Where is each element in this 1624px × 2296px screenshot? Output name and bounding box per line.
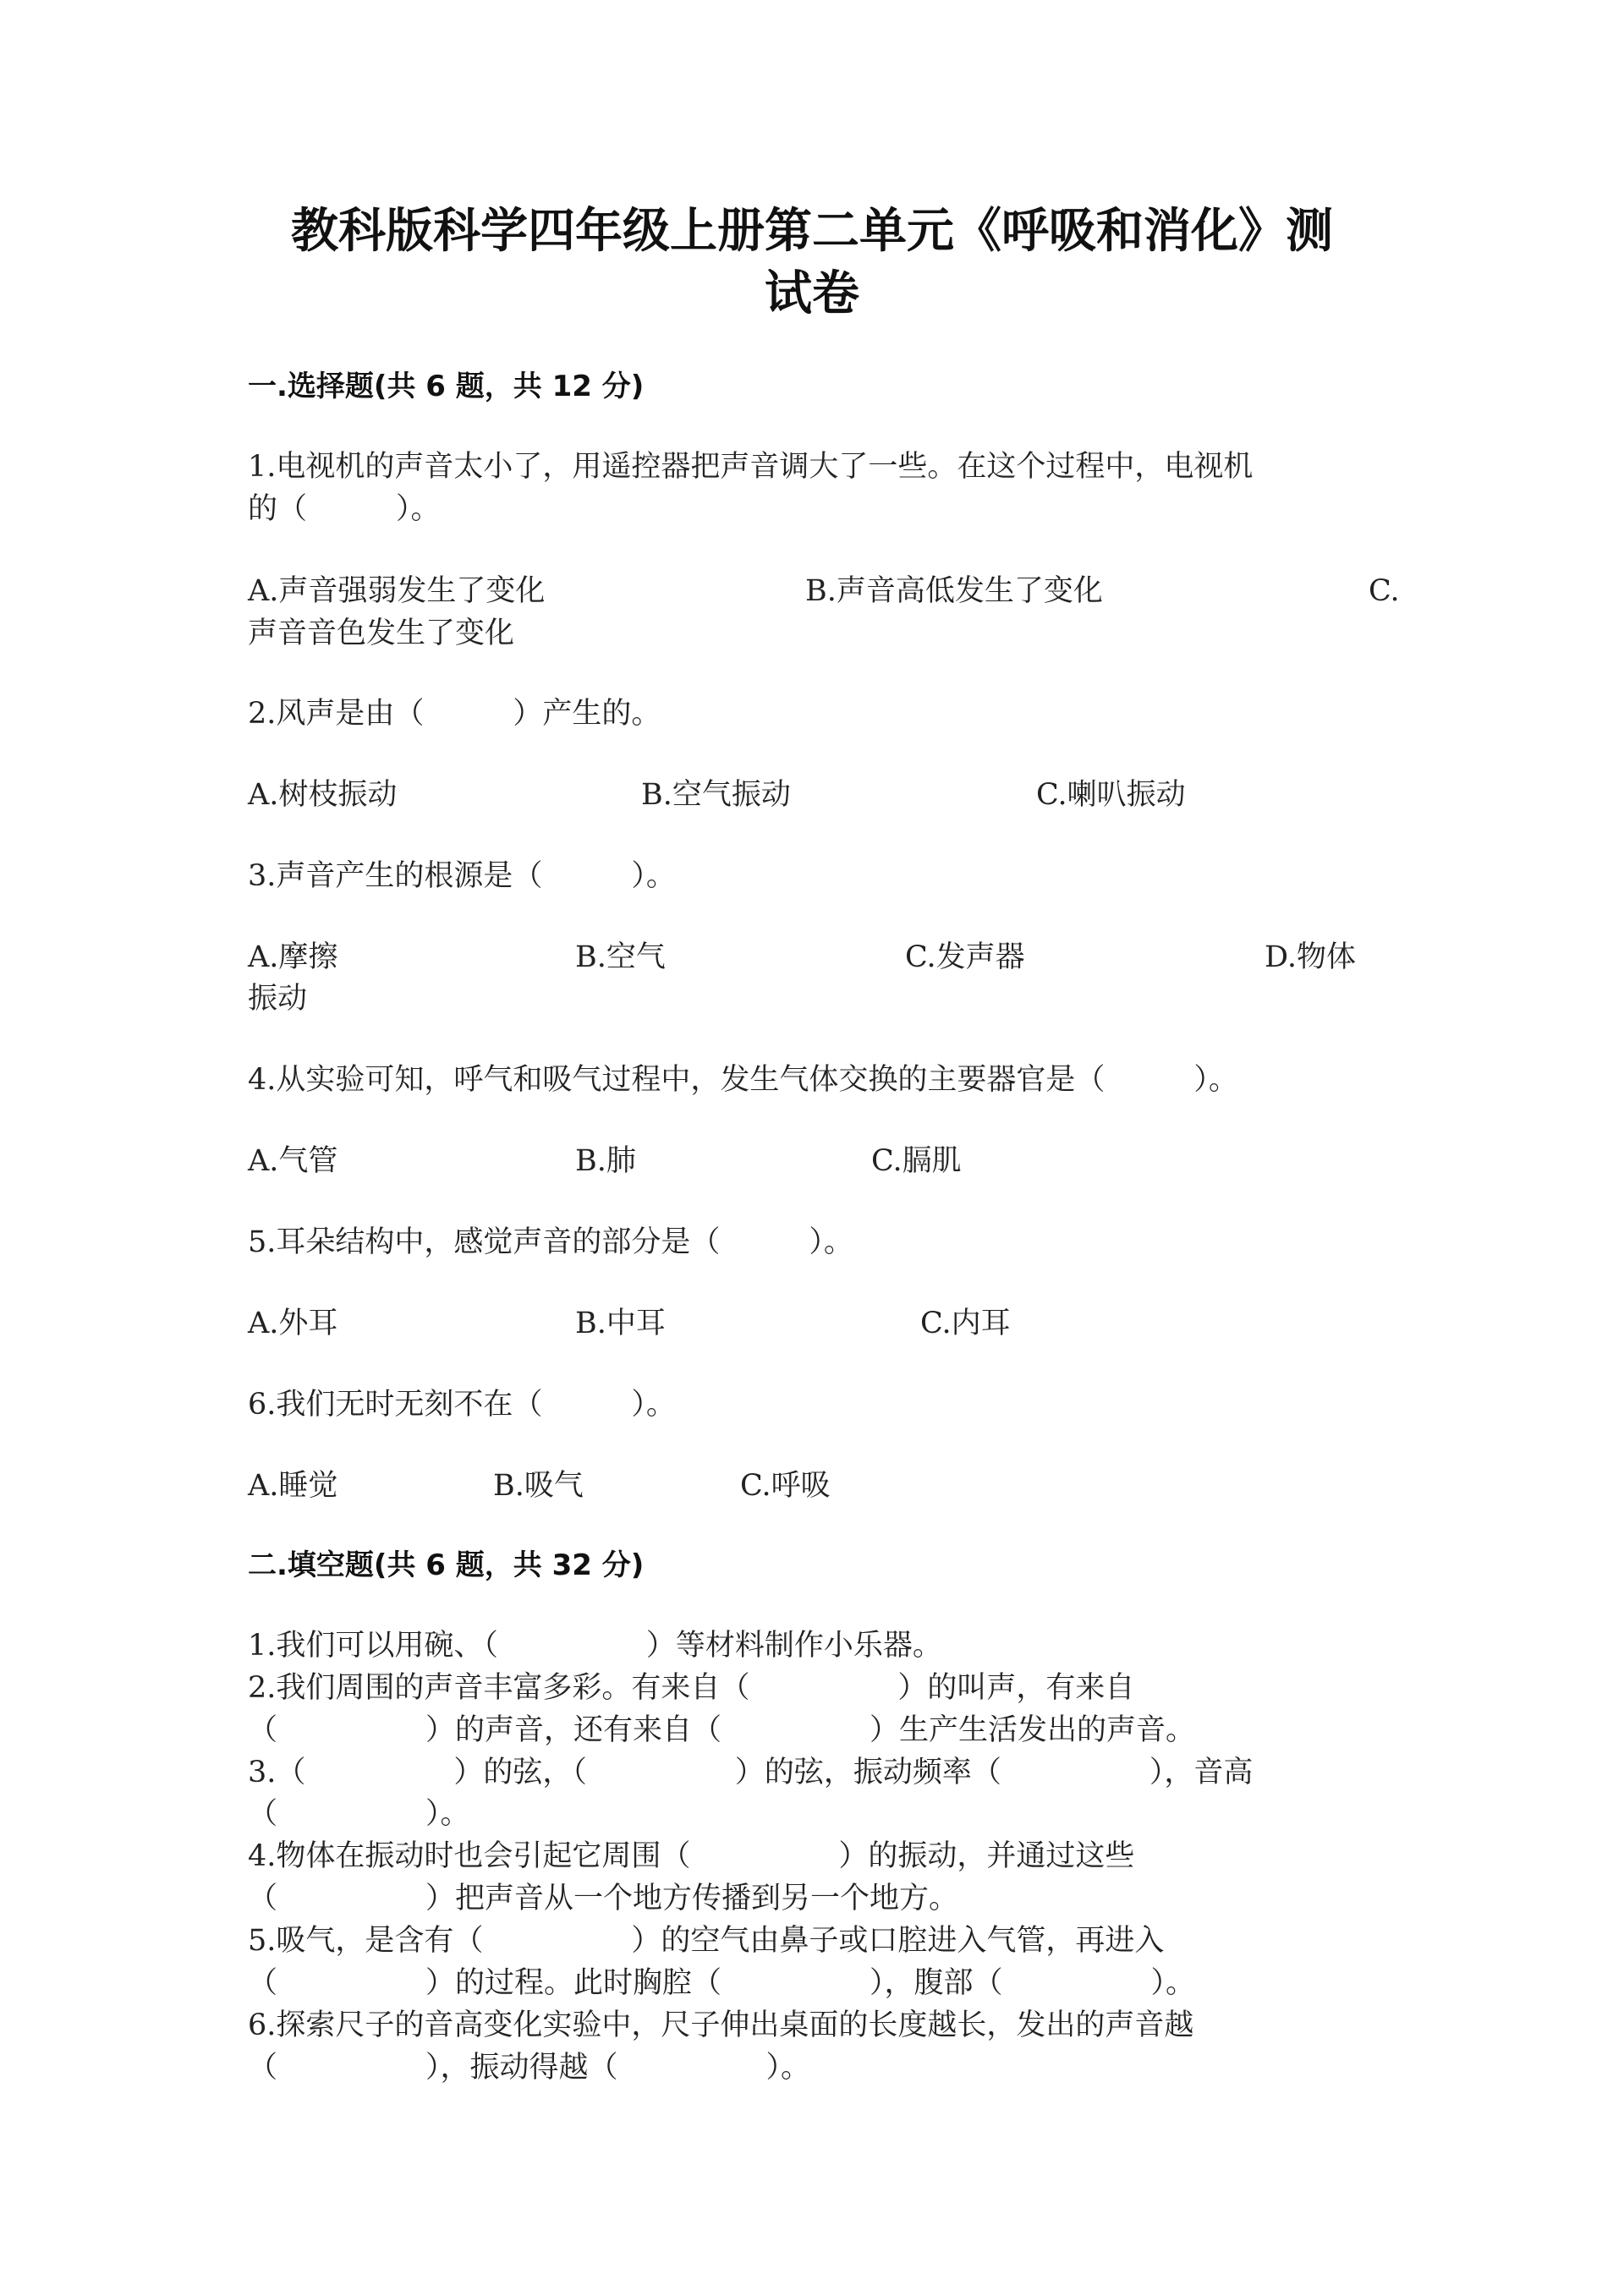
- section-heading-fill-in: 二.填空题(共 6 题，共 32 分): [248, 1548, 645, 1582]
- question-1-option-c: C.: [1369, 574, 1400, 608]
- question-6-option-a: A.睡觉: [248, 1469, 338, 1503]
- fill-line-2: 2.我们周围的声音丰富多彩。有来自（ ）的叫声，有来自: [248, 1671, 1135, 1705]
- question-1-option-c-text: 声音音色发生了变化: [248, 616, 515, 650]
- fill-line-3: （ ）的声音，还有来自（ ）生产生活发出的声音。: [248, 1713, 1196, 1747]
- question-4-stem: 4.从实验可知，呼气和吸气过程中，发生气体交换的主要器官是（ ）。: [248, 1063, 1238, 1097]
- question-6-option-c: C.呼吸: [740, 1469, 831, 1503]
- fill-line-7: （ ）把声音从一个地方传播到另一个地方。: [248, 1882, 959, 1915]
- question-6-stem: 6.我们无时无刻不在（ ）。: [248, 1388, 676, 1422]
- section-heading-choice: 一.选择题(共 6 题，共 12 分): [248, 370, 645, 403]
- fill-line-9: （ ）的过程。此时胸腔（ ），腹部（ ）。: [248, 1966, 1196, 2000]
- exam-title-line2: 试卷: [765, 266, 859, 321]
- question-3-option-b: B.空气: [575, 940, 666, 974]
- question-1-stem-line1: 1.电视机的声音太小了，用遥控器把声音调大了一些。在这个过程中，电视机: [248, 450, 1254, 484]
- question-3-stem: 3.声音产生的根源是（ ）。: [248, 859, 676, 893]
- fill-line-8: 5.吸气，是含有（ ）的空气由鼻子或口腔进入气管，再进入: [248, 1924, 1165, 1958]
- question-3-option-d-text: 振动: [248, 982, 308, 1016]
- question-4-option-c: C.膈肌: [871, 1144, 962, 1178]
- fill-line-11: （ ），振动得越（ ）。: [248, 2051, 811, 2085]
- question-6-option-b: B.吸气: [493, 1469, 584, 1503]
- question-2-option-c: C.喇叭振动: [1036, 778, 1186, 812]
- question-1-stem-line2: 的（ ）。: [248, 492, 441, 526]
- question-3-option-d: D.物体: [1265, 940, 1356, 974]
- question-5-stem: 5.耳朵结构中，感觉声音的部分是（ ）。: [248, 1225, 853, 1259]
- fill-line-1: 1.我们可以用碗、（ ）等材料制作小乐器。: [248, 1629, 942, 1663]
- question-1-option-b: B.声音高低发生了变化: [805, 574, 1103, 608]
- question-3-option-a: A.摩擦: [248, 940, 338, 974]
- question-5-option-b: B.中耳: [575, 1307, 666, 1340]
- question-4-option-b: B.肺: [575, 1144, 636, 1178]
- question-2-option-a: A.树枝振动: [248, 778, 398, 812]
- question-4-option-a: A.气管: [248, 1144, 338, 1178]
- question-1-option-a: A.声音强弱发生了变化: [248, 574, 546, 608]
- fill-line-5: （ ）。: [248, 1797, 470, 1831]
- question-5-option-a: A.外耳: [248, 1307, 338, 1340]
- question-2-stem: 2.风声是由（ ）产生的。: [248, 697, 661, 731]
- question-5-option-c: C.内耳: [920, 1307, 1011, 1340]
- fill-line-10: 6.探索尺子的音高变化实验中，尺子伸出桌面的长度越长，发出的声音越: [248, 2008, 1194, 2042]
- exam-title-line1: 教科版科学四年级上册第二单元《呼吸和消化》测: [291, 204, 1333, 259]
- fill-line-6: 4.物体在振动时也会引起它周围（ ）的振动，并通过这些: [248, 1839, 1135, 1873]
- question-3-option-c: C.发声器: [905, 940, 1025, 974]
- question-2-option-b: B.空气振动: [641, 778, 791, 812]
- fill-line-4: 3.（ ）的弦，（ ）的弦，振动频率（ ），音高: [248, 1756, 1254, 1789]
